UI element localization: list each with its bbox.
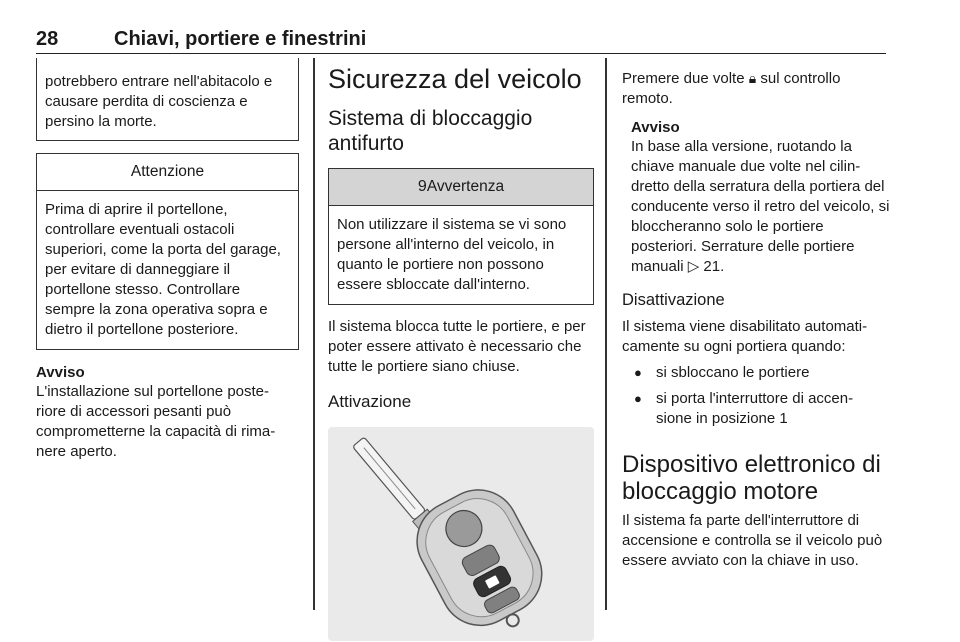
warning-triangle-icon: 9: [417, 178, 427, 195]
note-block: [622, 119, 892, 277]
system-paragraph: Il sistema blocca tutte le portiere, e per poter essere attivato è necessario che tutte le portiere siano chiuse.: [328, 318, 586, 375]
continued-warning-text: potrebbero entrare nell'abitacolo e causare perdita di coscienza e persino la morte.: [45, 73, 273, 130]
page-reference: 21.: [703, 258, 725, 275]
column-middle: [328, 58, 594, 641]
remote-key-icon: [328, 427, 594, 641]
column-left: [36, 58, 299, 462]
immobiliser-text: Il sistema fa parte dell'interruttore di accensione e controlla se il veicolo può essere avviato con la chiave in uso.: [622, 512, 883, 569]
page-header: [36, 26, 886, 54]
list-item: ● si sbloccano le portiere: [622, 363, 892, 383]
lock-button-icon: 🔒︎: [748, 70, 757, 86]
caution-title: Attenzione: [37, 154, 298, 191]
column-divider: [313, 58, 315, 610]
column-right: [622, 58, 892, 571]
page-reference-icon: ▷: [687, 258, 700, 275]
remote-key-illustration: [328, 427, 594, 641]
press-instruction: [622, 68, 892, 109]
subsection-title: Sistema di bloccaggio antifurto: [328, 107, 533, 155]
deactivation-title: Disattivazione: [622, 291, 725, 309]
note-title: Avviso: [631, 119, 680, 136]
note-text-container: [631, 137, 892, 277]
note-text: In base alla versione, ruotando la chiave manuale due volte nel cilin- dretto della serratura della portiera del conducente verso il retro del veicolo, si bloccheranno solo le portiere posteriori. Serrature delle portiere manuali: [631, 138, 890, 275]
activation-title: Attivazione: [328, 392, 412, 411]
deactivation-text: Il sistema viene disabilitato automati- camente su ogni portiera quando:: [622, 318, 868, 355]
deactivation-list: [622, 363, 892, 429]
warning-text: Non utilizzare il sistema se vi sono persone all'interno del veicolo, in quanto le portiere non possono essere sbloccate dall'interno.: [337, 216, 567, 293]
note-title: Avviso: [36, 364, 85, 381]
column-divider: [605, 58, 607, 610]
warning-title: Avvertenza: [426, 178, 505, 195]
immobiliser-title: Dispositivo elettronico di bloccaggio motore: [622, 451, 881, 505]
section-title: Sicurezza del veicolo: [328, 64, 582, 94]
note-block: [36, 364, 299, 462]
caution-box: [36, 153, 299, 350]
warning-header: [329, 169, 593, 206]
list-item: ● si porta l'interruttore di accen- sione in posizione 1: [622, 389, 892, 429]
note-text: L'installazione sul portellone poste- riore di accessori pesanti può comprometterne la capacità di rima- nere aperto.: [36, 383, 276, 460]
page-number: 28: [36, 28, 59, 50]
press-text-start: Premere due volte: [622, 70, 745, 87]
warning-box: [328, 168, 594, 305]
caution-text: Prima di aprire il portellone, controllare eventuali ostacoli superiori, come la porta del garage, per evitare di danneggiare il portellone stesso. Controllare sempre la zona operativa sopra e dietro il portellone posteriore.: [45, 201, 281, 338]
press-text-end: sul controllo remoto.: [622, 70, 841, 107]
chapter-title: Chiavi, portiere e finestrini: [114, 28, 367, 50]
continued-warning-box: [36, 58, 299, 141]
